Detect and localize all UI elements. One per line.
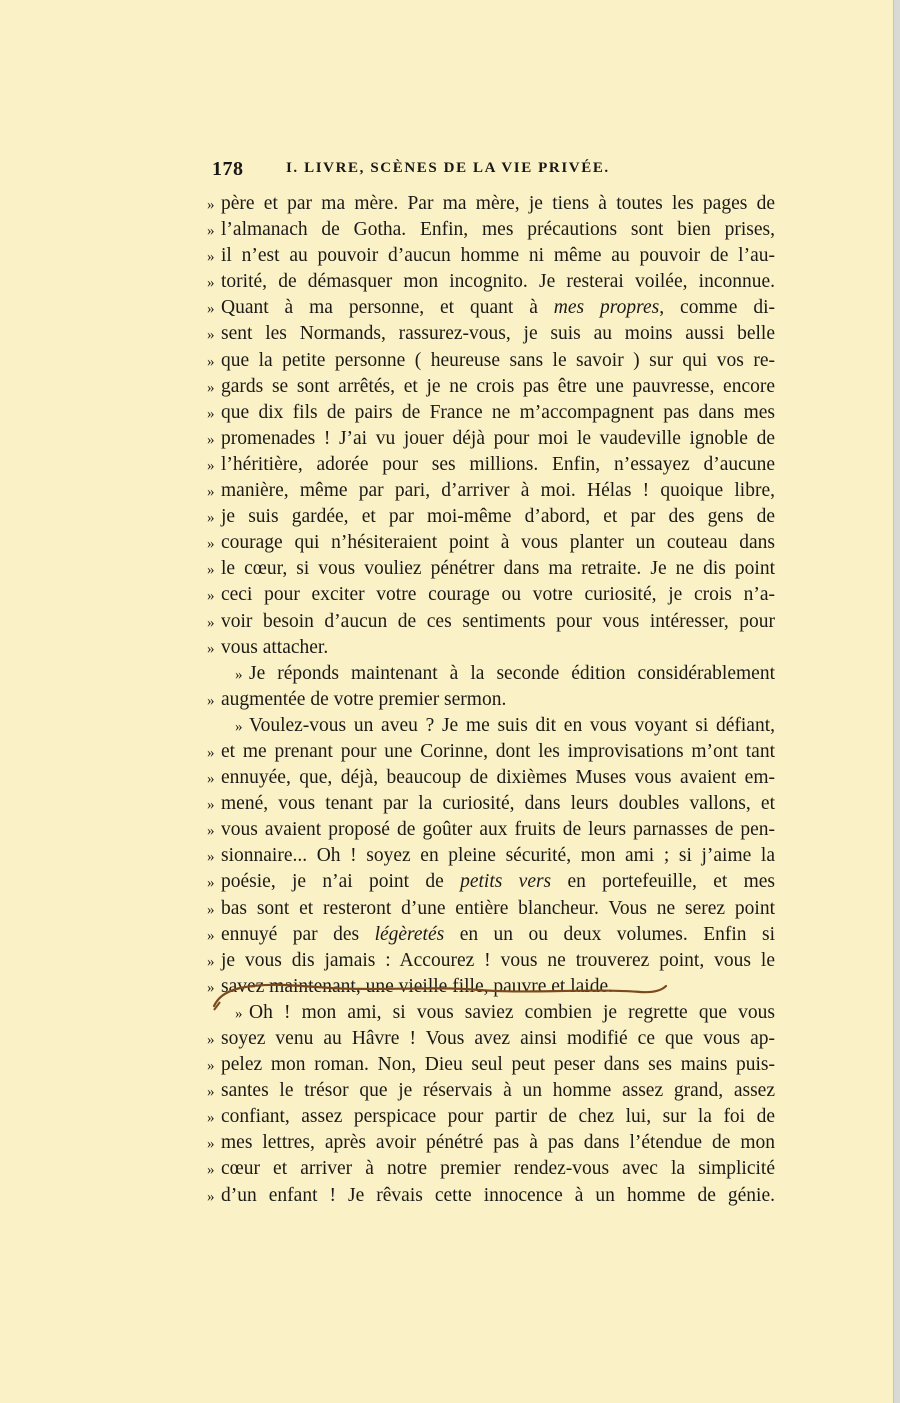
line-text: torité, de démasquer mon incognito. Je resterai voilée, inconnue. [221,271,775,293]
text-line [207,321,775,347]
body-text [207,191,775,1209]
text-line [207,243,775,269]
text-line [207,400,775,426]
quote-mark: » [235,718,243,735]
text-line [207,1000,775,1026]
quote-mark: » [235,666,243,683]
quote-mark: » [207,457,215,474]
text-line [207,269,775,295]
text-line [207,191,775,217]
text-line [207,582,775,608]
quote-mark: » [207,849,215,866]
text-line [207,530,775,556]
quote-mark: » [207,353,215,370]
quote-mark: » [207,223,215,240]
text-line [207,791,775,817]
quote-mark: » [207,640,215,657]
line-text: gards se sont arrêtés, et je ne crois pas être une pauvresse, encore [221,375,775,397]
quote-mark: » [207,901,215,918]
line-text: que la petite personne ( heureuse sans le savoir ) sur qui vos re- [221,349,775,371]
text-line [207,713,775,739]
text-line [207,504,775,530]
quote-mark: » [207,692,215,709]
text-line [207,765,775,791]
line-text: je suis gardée, et par moi-même d’abord, et par des gens de [221,506,775,528]
line-text: père et par ma mère. Par ma mère, je tiens à toutes les pages de [221,193,775,214]
line-text: manière, même par pari, d’arriver à moi. Hélas ! quoique libre, [221,480,775,502]
quote-mark: » [207,405,215,422]
quote-mark: » [207,1136,215,1153]
text-line [207,1078,775,1104]
line-text: vous avaient proposé de goûter aux fruits de leurs parnasses de pen- [221,819,775,841]
text-line [207,817,775,843]
text-line [207,922,775,948]
text-line [207,1104,775,1130]
quote-mark: » [207,536,215,553]
quote-mark: » [207,1110,215,1127]
text-line [207,452,775,478]
quote-mark: » [207,588,215,605]
line-text: d’un enfant ! Je rêvais cette innocence à un homme de génie. [221,1184,775,1206]
line-text: vous attacher. [221,636,329,658]
text-line [207,295,775,321]
page-header [212,158,772,184]
line-text: pelez mon roman. Non, Dieu seul peut peser dans ses mains puis- [221,1054,775,1076]
line-text: confiant, assez perspicace pour partir de chez lui, sur la foi de [221,1106,775,1128]
quote-mark: » [207,1162,215,1179]
quote-mark: » [207,1058,215,1075]
line-text: que dix fils de pairs de France ne m’accompagnent pas dans mes [221,401,775,423]
quote-mark: » [207,823,215,840]
quote-mark: » [207,379,215,396]
quote-mark: » [207,431,215,448]
text-line [207,609,775,635]
quote-mark: » [207,327,215,344]
line-text: le cœur, si vous vouliez pénétrer dans ma retraite. Je ne dis point [221,558,775,580]
line-text: en un ou deux volumes. Enfin si [444,923,775,945]
quote-mark: » [207,771,215,788]
quote-mark: » [207,875,215,892]
line-text: courage qui n’hésiteraient point à vous planter un couteau dans [221,532,775,554]
line-text: Oh ! mon ami, si vous saviez combien je regrette que vous [249,1001,775,1023]
line-text: l’almanach de Gotha. Enfin, mes précautions sont bien prises, [221,219,775,241]
text-line [207,1026,775,1052]
line-text: soyez venu au Hâvre ! Vous avez ainsi modifié ce que vous ap- [221,1028,775,1049]
line-text: sent les Normands, rassurez-vous, je suis au moins aussi belle [221,323,775,345]
line-text: Je réponds maintenant à la seconde édition considérablement [249,662,775,684]
italic-text: petits vers [460,871,552,893]
line-text: en portefeuille, et mes [551,871,776,893]
line-text: Voulez-vous un aveu ? Je me suis dit en vous voyant si défiant, [249,714,775,736]
line-text: je vous dis jamais : Accourez ! vous ne trouverez point, vous le [221,949,775,971]
line-text: cœur et arriver à notre premier rendez-vous avec la simplicité [221,1158,775,1180]
running-head: I. LIVRE, SCÈNES DE LA VIE PRIVÉE. [286,160,610,176]
quote-mark: » [207,249,215,266]
line-text: Quant à ma personne, et quant à [221,297,554,319]
text-line [207,739,775,765]
line-text: santes le trésor que je réservais à un homme assez grand, assez [221,1080,775,1102]
text-line [207,1156,775,1182]
quote-mark: » [207,1084,215,1101]
quote-mark: » [207,744,215,761]
quote-mark: » [207,484,215,501]
quote-mark: » [207,197,215,213]
line-text: augmentée de votre premier sermon. [221,688,507,710]
line-text: poésie, je n’ai point de [221,871,461,893]
text-line [207,426,775,452]
quote-mark: » [207,979,215,996]
line-text: il n’est au pouvoir d’aucun homme ni même au pouvoir de l’au- [221,245,775,267]
quote-mark: » [207,275,215,292]
italic-text: légèretés [374,923,445,945]
text-line [207,635,775,661]
text-line [207,869,775,895]
text-line [207,374,775,400]
text-line [207,478,775,504]
text-line [207,843,775,869]
line-text: ennuyé par des [221,923,375,945]
line-text: savez maintenant, une vieille fille, pauvre et laide. [221,975,613,997]
line-text: sionnaire... Oh ! soyez en pleine sécurité, mon ami ; si j’aime la [221,845,775,867]
line-text: , comme di- [659,297,776,319]
line-text: ennuyée, que, déjà, beaucoup de dixièmes Muses vous avaient em- [221,767,775,789]
text-line [207,1183,775,1209]
line-text: mené, vous tenant par la curiosité, dans leurs doubles vallons, et [221,793,775,815]
line-text: l’héritière, adorée pour ses millions. Enfin, n’essayez d’aucune [221,453,775,475]
quote-mark: » [207,797,215,814]
text-line [207,896,775,922]
line-text: promenades ! J’ai vu jouer déjà pour moi le vaudeville ignoble de [221,427,775,449]
page-number: 178 [212,158,244,180]
text-line [207,661,775,687]
quote-mark: » [207,927,215,944]
quote-mark: » [207,953,215,970]
italic-text: mes propres [553,297,660,319]
text-line [207,948,775,974]
text-line [207,348,775,374]
quote-mark: » [207,562,215,579]
line-text: ceci pour exciter votre courage ou votre curiosité, je crois n’a- [221,584,775,606]
quote-mark: » [207,1188,215,1205]
quote-mark: » [235,1005,243,1022]
line-text: voir besoin d’aucun de ces sentiments pour vous intéresser, pour [221,610,775,632]
quote-mark: » [207,1032,215,1048]
text-line [207,1052,775,1078]
text-line [207,974,775,1000]
line-text: bas sont et resteront d’une entière blancheur. Vous ne serez point [221,897,775,919]
line-text: mes lettres, après avoir pénétré pas à pas dans l’étendue de mon [221,1132,775,1154]
text-line [207,687,775,713]
quote-mark: » [207,301,215,318]
quote-mark: » [207,510,215,527]
text-line [207,556,775,582]
text-line [207,217,775,243]
quote-mark: » [207,614,215,631]
text-line [207,1130,775,1156]
line-text: et me prenant pour une Corinne, dont les improvisations m’ont tant [221,740,775,762]
